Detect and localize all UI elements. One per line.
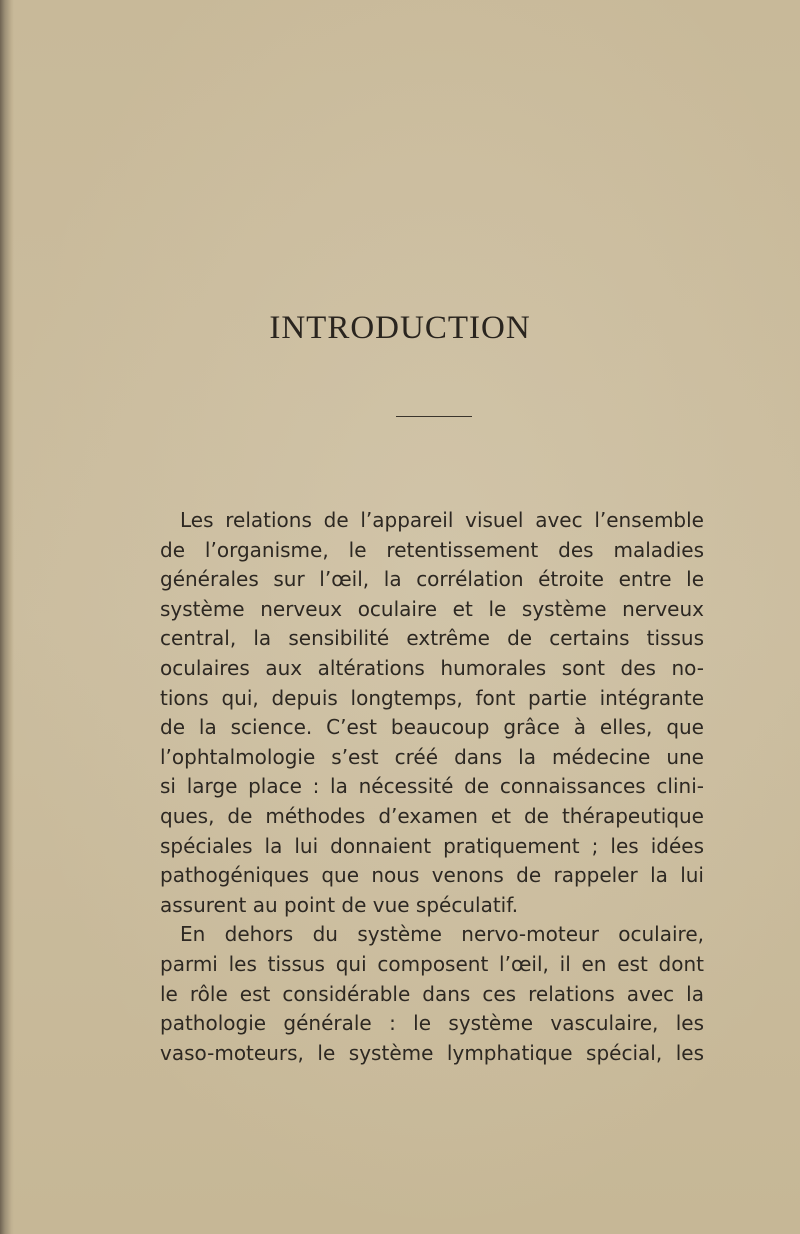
text-line: de l’organisme, le retentissement des maladies xyxy=(160,537,704,562)
text-line: tions qui, depuis longtemps, font partie intégrante xyxy=(160,685,704,710)
text-line: générales sur l’œil, la corrélation étroite entre le xyxy=(160,567,704,592)
text-line: pathologie générale : le système vasculaire, les xyxy=(160,1011,704,1036)
text-line: parmi les tissus qui composent l’œil, il en est dont xyxy=(160,951,704,976)
text-line: oculaires aux altérations humorales sont des no- xyxy=(160,655,704,680)
chapter-title: INTRODUCTION xyxy=(269,310,531,346)
text-line: spéciales la lui donnaient pratiquement ; les idées xyxy=(160,833,704,858)
text-line: Les relations de l’appareil visuel avec l’ensemble xyxy=(180,508,704,532)
text-line: En dehors du système nervo-moteur oculaire, xyxy=(180,922,704,947)
text-line: de la science. C’est beaucoup grâce à elles, que xyxy=(160,715,704,740)
text-line: pathogéniques que nous venons de rappeler la lui xyxy=(160,863,704,888)
text-line: vaso-moteurs, le système lymphatique spécial, les xyxy=(160,1040,704,1065)
text-line: l’ophtalmologie s’est créé dans la médecine une xyxy=(160,744,704,769)
title-divider xyxy=(396,416,472,417)
text-line: le rôle est considérable dans ces relations avec la xyxy=(160,981,704,1006)
text-line: central, la sensibilité extrême de certains tissus xyxy=(160,626,704,651)
page-binding-edge xyxy=(0,0,14,1234)
text-line: si large place : la nécessité de connaissances clini- xyxy=(160,774,704,799)
text-line: ques, de méthodes d’examen et de thérapeutique xyxy=(160,803,704,828)
text-line: système nerveux oculaire et le système nerveux xyxy=(160,596,704,621)
text-line: assurent au point de vue spéculatif. xyxy=(160,892,519,917)
body-text xyxy=(160,506,704,1068)
